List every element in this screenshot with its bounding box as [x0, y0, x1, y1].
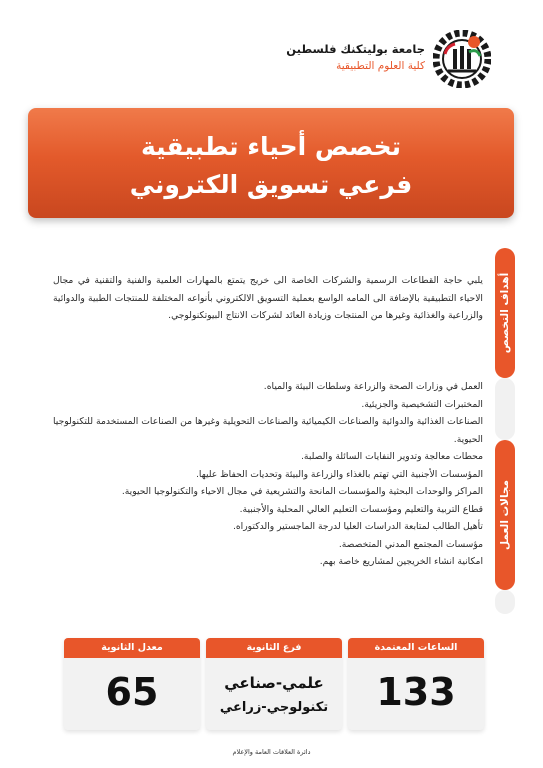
list-item: تأهيل الطالب لمتابعة الدراسات العليا لدرجة الماجستير والدكتوراه.: [232, 521, 483, 532]
list-item: العمل في وزارات الصحة والزراعة وسلطات البيئة والمياه.: [263, 381, 483, 392]
list-item: الصناعات الغذائية والدوائية والصناعات الكيميائية والصناعات التحويلية وغيرها من الصناعات المستخدمة للتكنولوجيا الحيوية.: [53, 416, 483, 445]
fields-list: [53, 378, 483, 571]
list-item: محطات معالجة وتدوير النفايات السائلة والصلبة.: [301, 451, 483, 462]
secondary-average-label: معدل الثانوية: [64, 638, 200, 658]
header: [231, 30, 491, 90]
list-item: امكانية انشاء الخريجين لمشاريع خاصة بهم.: [319, 556, 483, 567]
credit-hours-value: 133: [376, 670, 456, 714]
major-title: تخصص أحياء تطبيقية: [140, 132, 402, 161]
secondary-branch-label: فرع الثانوية: [206, 638, 342, 658]
title-banner: [28, 108, 514, 218]
secondary-branch-line1: علمي-صناعي: [224, 674, 324, 692]
secondary-branch-line2: تكنولوجي-زراعي: [219, 700, 329, 715]
fields-tab: [495, 440, 515, 590]
credit-hours-label: الساعات المعتمدة: [348, 638, 484, 658]
secondary-average-card: [64, 638, 200, 730]
list-item: قطاع التربية والتعليم ومؤسسات التعليم العالي المحلية والأجنبية.: [239, 503, 483, 515]
side-divider: [495, 590, 515, 614]
minor-title: فرعي تسويق الكتروني: [129, 170, 413, 199]
objectives-text: يلبي حاجة القطاعات الرسمية والشركات الخاصة الى خريج يتمتع بالمهارات العلمية والفنية والتقنية في مجال الاحياء التطبيقية بالإضافة الى المامه الواسع بعملية التسويق الالكتروني بأنواعه المختلفة للمنتجات الطبية والدوائية والزراعية والغذائية وغيرها من المنتجات وزيادة العائد لشركات الانتاج البيوتكنولوجي.: [53, 275, 483, 321]
university-logo-icon: [433, 30, 491, 88]
objectives-tab: [495, 248, 515, 378]
footer-credit: دائرة العلاقات العامة والإعلام: [232, 748, 311, 756]
side-divider: [495, 378, 515, 440]
list-item: مؤسسات المجتمع المدني المتخصصة.: [338, 538, 483, 550]
list-item: المختبرات التشخيصية والجزيئية.: [361, 398, 483, 410]
college-name: كلية العلوم التطبيقية: [336, 60, 425, 72]
list-item: المؤسسات الأجنبية التي تهتم بالغذاء والزراعة والبيئة وتحديات الحفاظ عليها.: [195, 468, 483, 480]
secondary-branch-card: [206, 638, 342, 730]
list-item: المراكز والوحدات البحثية والمؤسسات المانحة والتشريعية في مجال الاحياء والتكنولوجيا الحيوية.: [121, 486, 483, 497]
university-name: جامعة بوليتكنك فلسطين: [286, 42, 425, 56]
credit-hours-card: [348, 638, 484, 730]
secondary-average-value: 65: [105, 670, 159, 714]
objectives-tab-label: أهداف التخصص: [499, 272, 511, 354]
fields-tab-label: مجالات العمل: [499, 480, 511, 550]
